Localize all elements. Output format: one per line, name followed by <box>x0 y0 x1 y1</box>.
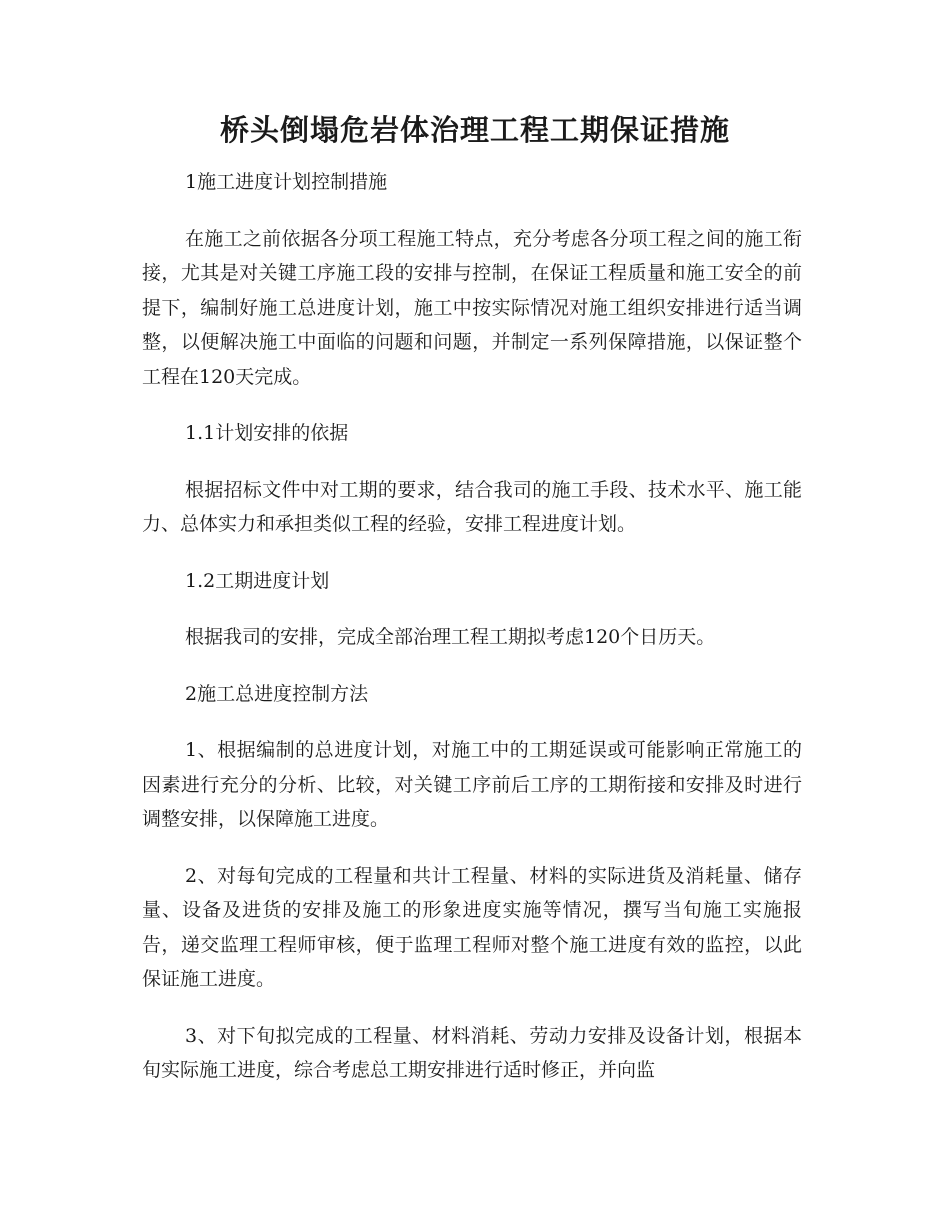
paragraph: 根据我司的安排，完成全部治理工程工期拟考虑120个日历天。 <box>185 626 716 648</box>
section-heading-1-1: 1.1计划安排的依据 <box>185 422 349 444</box>
paragraph: 3、对下旬拟完成的工程量、材料消耗、劳动力安排及设备计划，根据本旬实际施工进度，综合考虑总工期安排进行适时修正，并向监 <box>142 1024 802 1081</box>
document-body <box>142 165 802 1110</box>
section-heading-2: 2施工总进度控制方法 <box>185 682 369 705</box>
paragraph: 根据招标文件中对工期的要求，结合我司的施工手段、技术水平、施工能力、总体实力和承担类似工程的经验，安排工程进度计划。 <box>142 478 802 535</box>
section-heading-1-2: 1.2工期进度计划 <box>185 569 330 592</box>
paragraph: 2、对每旬完成的工程量和共计工程量、材料的实际进货及消耗量、储存量、设备及进货的安排及施工的形象进度实施等情况，撰写当旬施工实施报告，递交监理工程师审核，便于监理工程师对整个施工进度有效的监控，以此保证施工进度。 <box>142 864 802 990</box>
paragraph: 在施工之前依据各分项工程施工特点，充分考虑各分项工程之间的施工衔接，尤其是对关键工序施工段的安排与控制，在保证工程质量和施工安全的前提下，编制好施工总进度计划，施工中按实际情况对施工组织安排进行适当调整，以便解决施工中面临的问题和问题，并制定一系列保障措施，以保证整个工程在120天完成。 <box>142 227 802 388</box>
document-title: 桥头倒塌危岩体治理工程工期保证措施 <box>219 113 730 147</box>
paragraph: 1、根据编制的总进度计划，对施工中的工期延误或可能影响正常施工的因素进行充分的分析、比较，对关键工序前后工序的工期衔接和安排及时进行调整安排，以保障施工进度。 <box>142 739 802 830</box>
section-heading-1: 1施工进度计划控制措施 <box>185 171 388 193</box>
